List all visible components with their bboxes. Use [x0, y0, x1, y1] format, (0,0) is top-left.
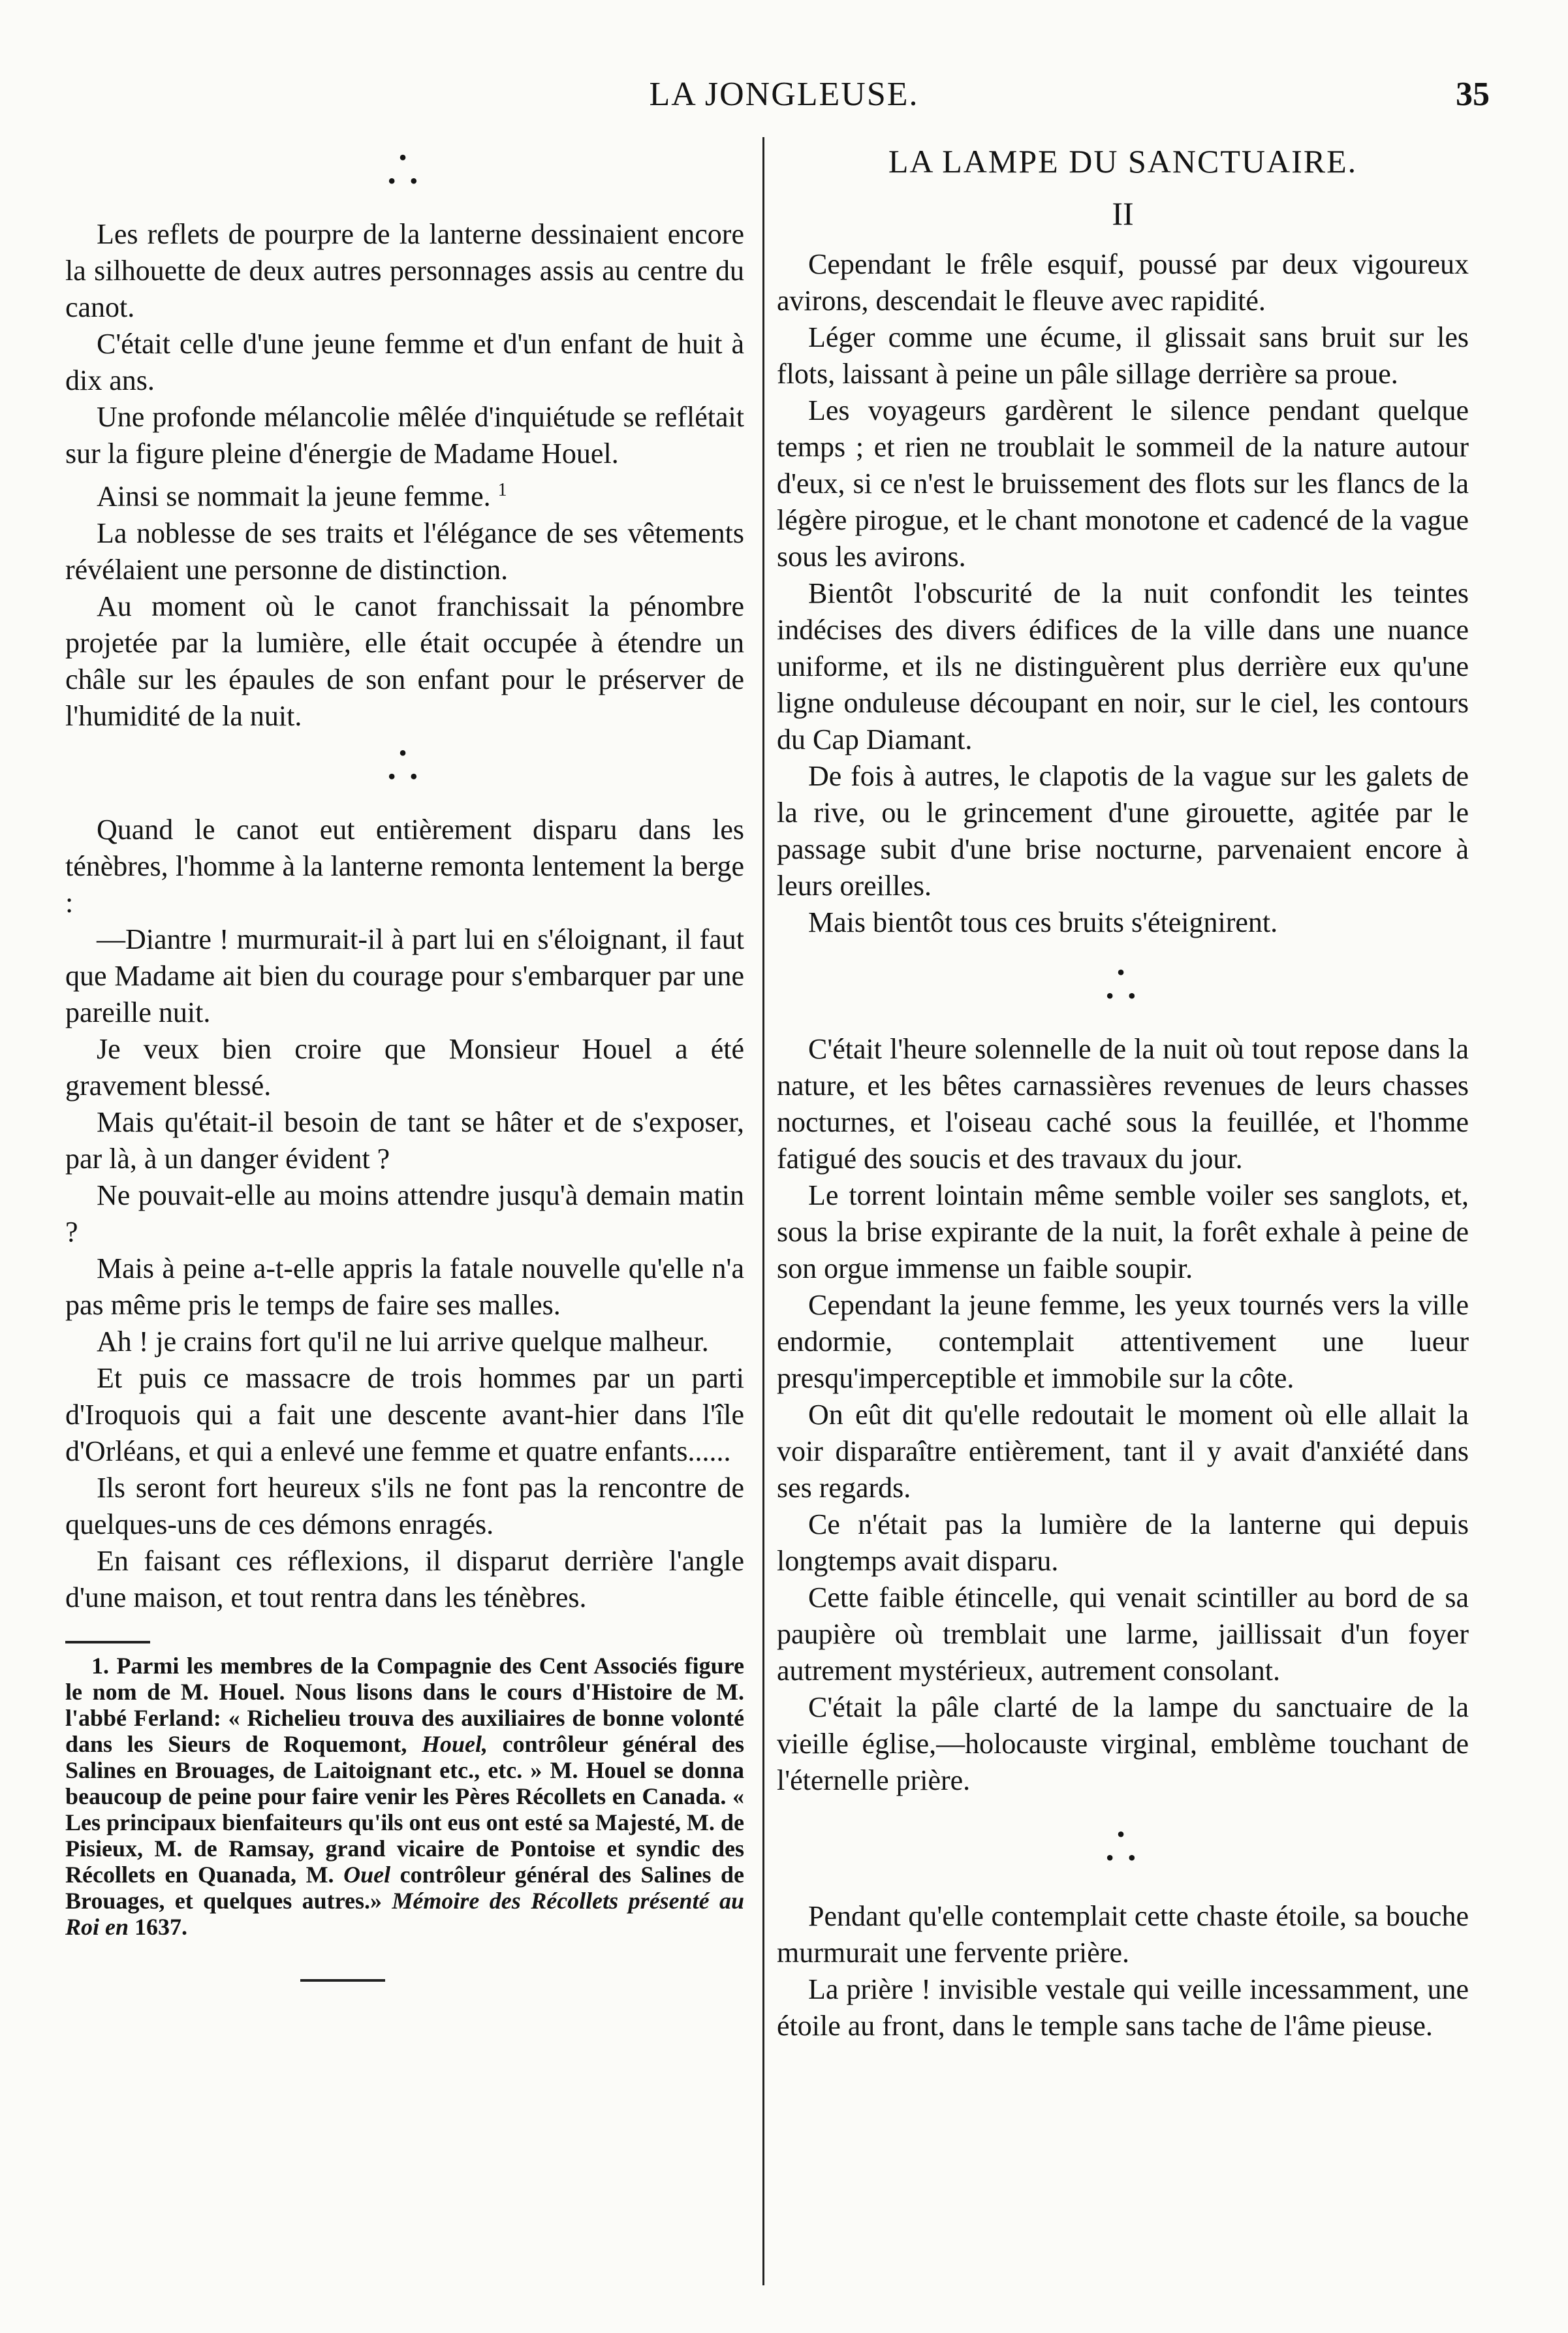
asterism: • • •: [387, 144, 422, 194]
paragraph: La prière ! invisible vestale qui veille incessamment, une étoile au front, dans le temple sans tache de l'âme pieuse.: [777, 1973, 1469, 2042]
paragraph: [65, 472, 744, 515]
asterism: • • •: [387, 739, 422, 789]
running-title: LA JONGLEUSE.: [649, 76, 919, 113]
paragraph: Ne pouvait-elle au moins attendre jusqu'à demain matin ?: [65, 1179, 744, 1248]
paragraph: Ce n'était pas la lumière de la lanterne qui depuis longtemps avait disparu.: [777, 1508, 1469, 1577]
footnote: [65, 1653, 744, 1940]
paragraph: C'était la pâle clarté de la lampe du sanctuaire de la vieille église,—holocauste virginal, emblème touchant de l'éternelle prière.: [777, 1691, 1469, 1796]
footnote-part: contrôleur général des Salines de Brouages, et quelques autres.»: [65, 1861, 745, 1914]
asterism: • • •: [1105, 959, 1140, 1009]
paragraph: Léger comme une écume, il glissait sans bruit sur les flots, laissant à peine un pâle sillage derrière sa proue.: [777, 321, 1469, 390]
footnote-part: 1. Parmi les membres de la Compagnie des Cent Associés figure le nom de M. Houel. Nous lisons dans le cours d'Histoire de M. l'abbé Ferland: « Richelieu trouva des auxiliaires de bonne volonté dans les Sieurs de Roquemont,: [65, 1652, 744, 1757]
paragraph: Une profonde mélancolie mêlée d'inquiétude se reflétait sur la figure pleine d'énergie de Madame Houel.: [65, 401, 744, 469]
paragraph: —Diantre ! murmurait-il à part lui en s'éloignant, il faut que Madame ait bien du courage pour s'embarquer par une pareille nuit.: [65, 923, 744, 1028]
footnote-italic: Ouel: [343, 1861, 391, 1888]
paragraph: Ah ! je crains fort qu'il ne lui arrive quelque malheur.: [97, 1325, 709, 1357]
paragraph: Mais bientôt tous ces bruits s'éteignirent.: [808, 906, 1278, 938]
footnote-text: [65, 1653, 744, 1940]
paragraph: Quand le canot eut entièrement disparu dans les ténèbres, l'homme à la lanterne remonta lentement la berge :: [65, 813, 744, 919]
paragraph: Je veux bien croire que Monsieur Houel a été gravement blessé.: [65, 1032, 744, 1102]
section-number: II: [1112, 195, 1134, 232]
page-header: [72, 75, 1496, 127]
footnote-italic: Houel,: [422, 1730, 488, 1757]
paragraph: La noblesse de ses traits et l'élégance de ses vêtements révélaient une personne de distinction.: [65, 516, 744, 586]
footnote-rule: [65, 1641, 150, 1643]
paragraph: Le torrent lointain même semble voiler ses sanglots, et, sous la brise expirante de la nuit, la forêt exhale à peine de son orgue immense un faible soupir.: [777, 1179, 1469, 1284]
footnote-mark: 1: [497, 480, 507, 500]
paragraph: Les voyageurs gardèrent le silence pendant quelque temps ; et rien ne troublait le sommeil de la nature autour d'eux, si ce n'est le bruissement des flots sur les flancs de la légère pirogue, et le chant monotone et cadencé de la vague sous les avirons.: [777, 394, 1469, 573]
paragraph: Et puis ce massacre de trois hommes par un parti d'Iroquois qui a fait une descente avant-hier dans l'île d'Orléans, et qui a enlevé une femme et quatre enfants......: [65, 1361, 744, 1467]
paragraph: Cette faible étincelle, qui venait scintiller au bord de sa paupière où tremblait une larme, jaillissait d'un foyer autrement mystérieux, autrement consolant.: [777, 1581, 1469, 1687]
asterism: • • •: [1105, 1821, 1140, 1871]
footnote-year: 1637.: [134, 1913, 188, 1940]
paragraph: Mais qu'était-il besoin de tant se hâter et de s'exposer, par là, à un danger évident ?: [65, 1105, 744, 1175]
end-rule: [300, 1979, 385, 1982]
paragraph: Mais à peine a-t-elle appris la fatale nouvelle qu'elle n'a pas même pris le temps de faire ses malles.: [65, 1252, 744, 1321]
paragraph: On eût dit qu'elle redoutait le moment où elle allait la voir disparaître entièrement, tant il y avait d'anxiété dans ses regards.: [777, 1399, 1469, 1504]
paragraph: Cependant la jeune femme, les yeux tournés vers la ville endormie, contemplait attentivement une lueur presqu'imperceptible et immobile sur la côte.: [777, 1289, 1469, 1394]
paragraph: C'était celle d'une jeune femme et d'un enfant de huit à dix ans.: [65, 328, 744, 396]
paragraph: C'était l'heure solennelle de la nuit où tout repose dans la nature, et les bêtes carnassières revenues de leurs chasses nocturnes, et l'oiseau caché sous la feuillée, et l'homme fatigué des soucis et des travaux du jour.: [777, 1033, 1469, 1175]
paragraph: Bientôt l'obscurité de la nuit confondit les teintes indécises des divers édifices de la ville dans une nuance uniforme, et ils ne distinguèrent plus derrière eux qu'une ligne onduleuse découpant en noir, sur le ciel, les contours du Cap Diamant.: [777, 577, 1469, 755]
section-title: LA LAMPE DU SANCTUAIRE.: [888, 143, 1358, 180]
page-number: 35: [1456, 76, 1490, 113]
left-column: [65, 140, 744, 1982]
paragraph: Pendant qu'elle contemplait cette chaste étoile, sa bouche murmurait une fervente prière.: [777, 1900, 1469, 1969]
right-column: [777, 140, 1469, 2044]
footnote-part: contrôleur général des Salines en Brouages, de Laitoignant etc., etc. » M. Houel se donna beaucoup de peine pour faire venir les Pères Récollets en Canada. « Les principaux bienfaiteurs qu'ils ont eus ont esté sa Majesté, M. de Pisieux, M. de Ramsay, grand vicaire de Pontoise et syndic des Récollets en Quanada, M.: [65, 1730, 745, 1888]
column-divider: [762, 137, 764, 2285]
footnote-source: Mémoire des Récollets présenté au Roi en: [65, 1887, 745, 1940]
paragraph-text: Ainsi se nommait la jeune femme.: [97, 480, 491, 513]
paragraph: Au moment où le canot franchissait la pénombre projetée par la lumière, elle était occupée à étendre un châle sur les épaules de son enfant pour le préserver de l'humidité de la nuit.: [65, 590, 744, 732]
paragraph: En faisant ces réflexions, il disparut derrière l'angle d'une maison, et tout rentra dans les ténèbres.: [65, 1544, 744, 1613]
paragraph: De fois à autres, le clapotis de la vague sur les galets de la rive, ou le grincement d'une girouette, agitée par le passage subit d'une brise nocturne, parvenaient encore à leurs oreilles.: [777, 760, 1469, 902]
paragraph: Les reflets de pourpre de la lanterne dessinaient encore la silhouette de deux autres personnages assis au centre du canot.: [65, 218, 744, 323]
paragraph: Cependant le frêle esquif, poussé par deux vigoureux avirons, descendait le fleuve avec rapidité.: [777, 248, 1469, 317]
paragraph: Ils seront fort heureux s'ils ne font pas la rencontre de quelques-uns de ces démons enragés.: [65, 1471, 744, 1540]
